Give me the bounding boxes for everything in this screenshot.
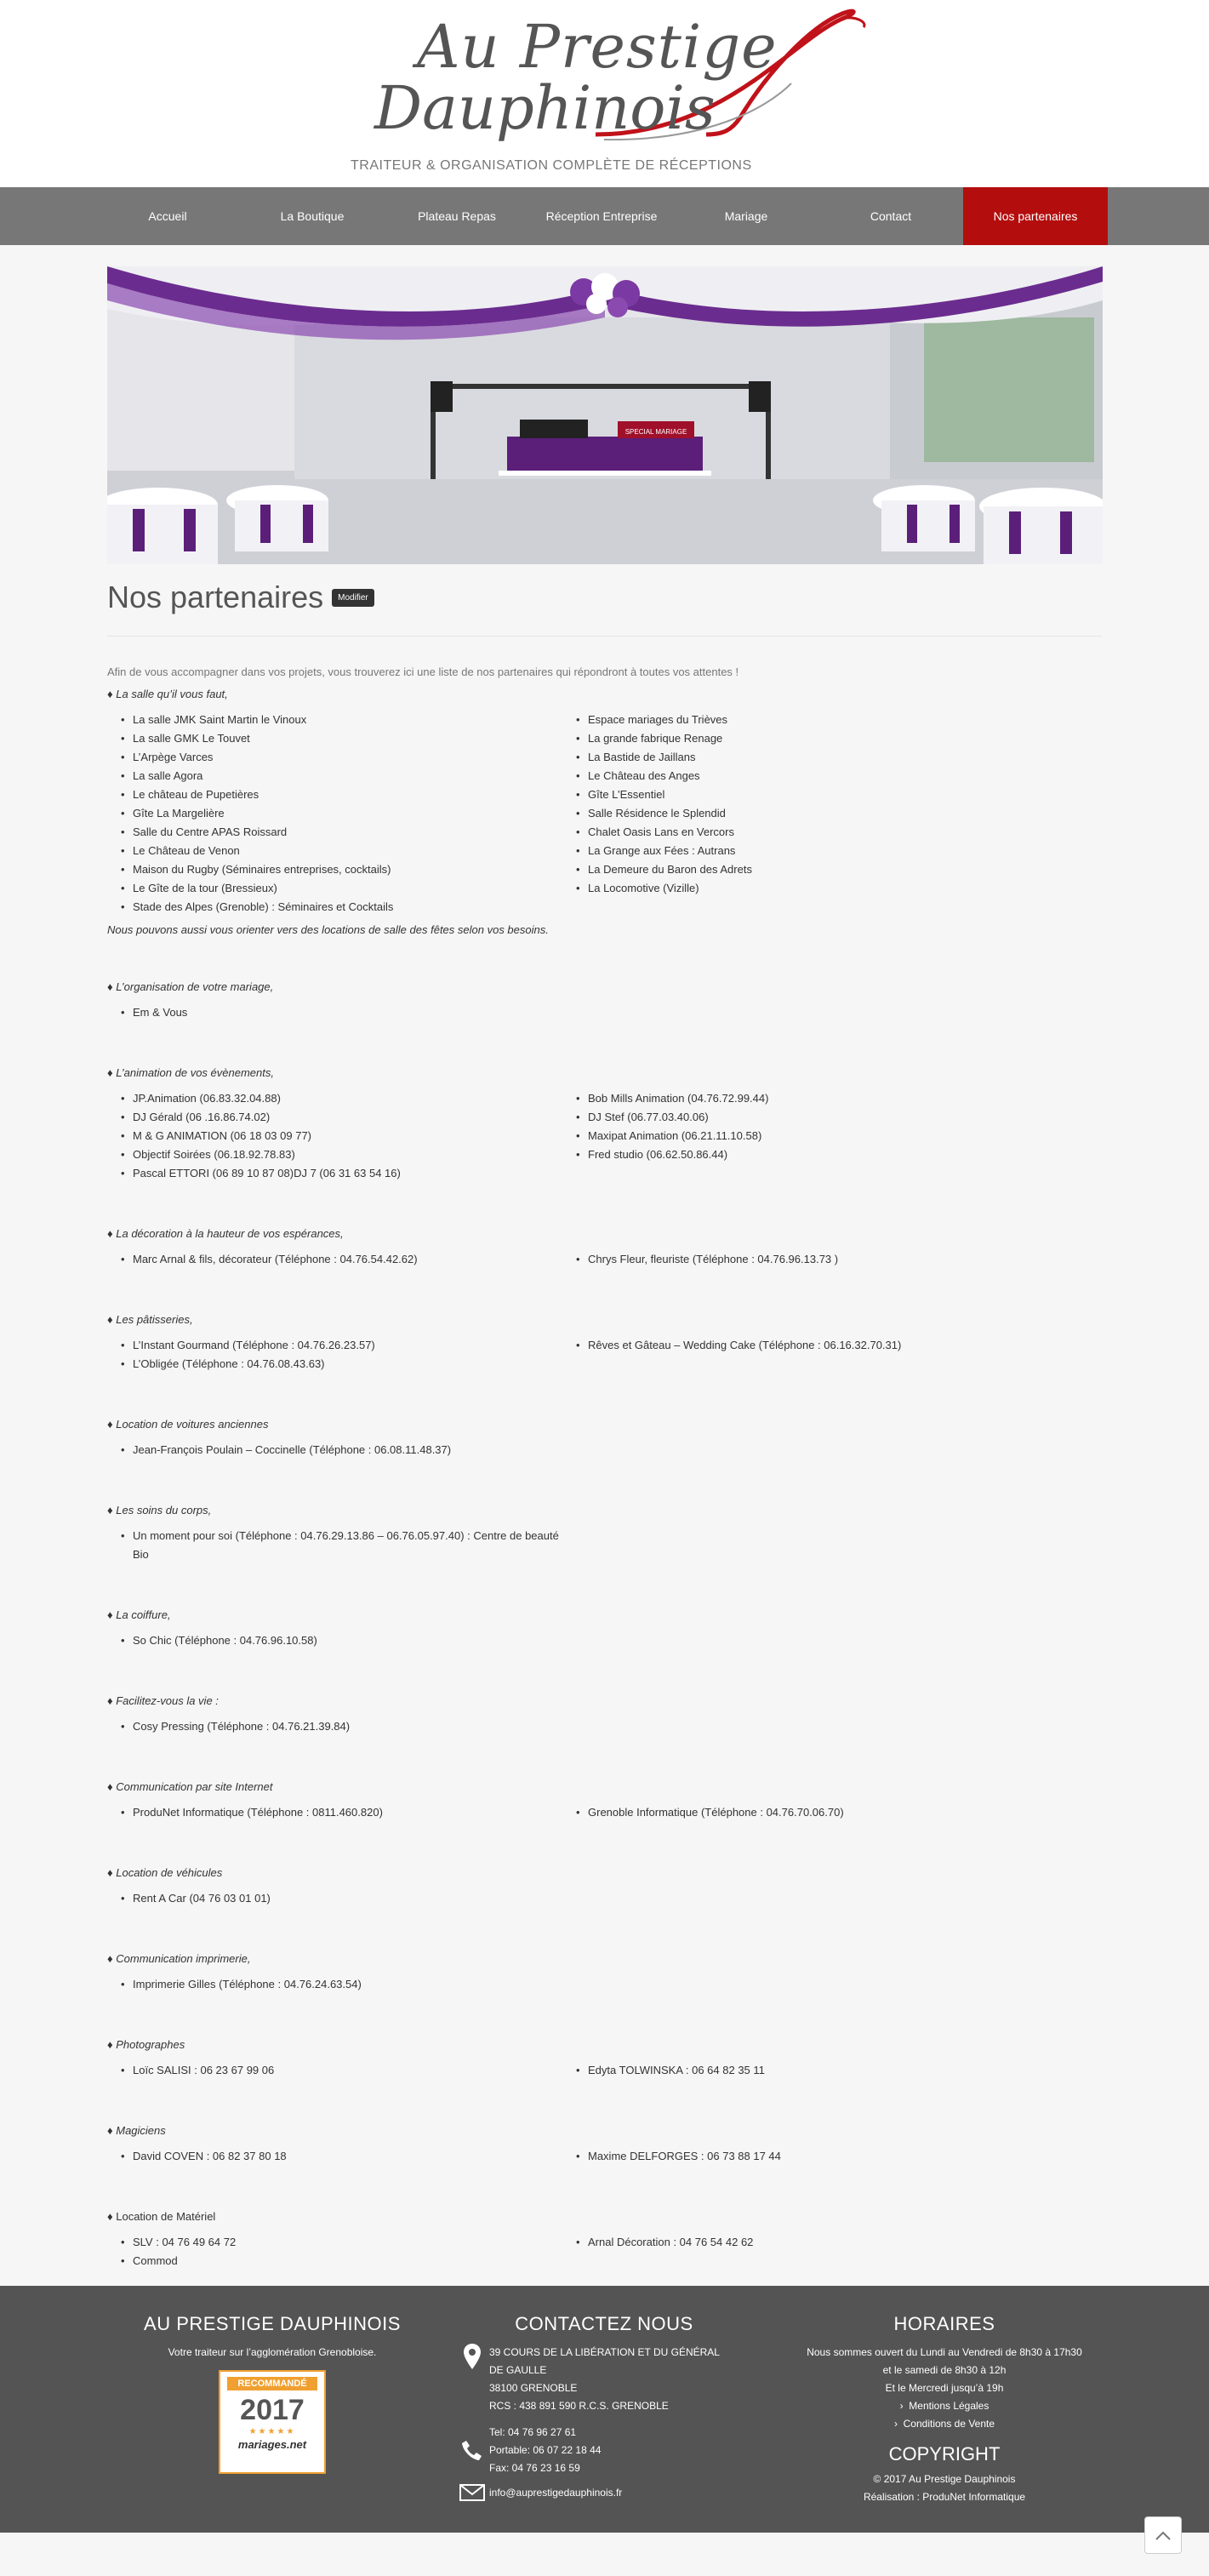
partner-section bbox=[107, 688, 1102, 936]
section-title: ♦ La salle qu’il vous faut, bbox=[107, 688, 228, 700]
partner-item: • David COVEN : 06 82 37 80 18 bbox=[121, 2147, 562, 2166]
phone-icon bbox=[455, 2424, 489, 2461]
dj-sign: SPECIAL MARIAGE bbox=[624, 428, 687, 436]
hours-line-1: Nous sommes ouvert du Lundi au Vendredi de 8h30 à 17h30 bbox=[807, 2346, 1082, 2358]
main-nav bbox=[0, 187, 1209, 245]
title-divider bbox=[107, 636, 1102, 637]
site-tagline: TRAITEUR & ORGANISATION COMPLÈTE DE RÉCEPTIONS bbox=[351, 158, 752, 173]
footer-contact bbox=[455, 2313, 753, 2502]
section-title: ♦ Photographes bbox=[107, 2038, 185, 2051]
hours-line-3: Et le Mercredi jusqu’à 19h bbox=[885, 2382, 1004, 2394]
partner-item: • Chrys Fleur, fleuriste (Téléphone : 04.76.96.13.73 ) bbox=[576, 1250, 1018, 1269]
partner-section bbox=[107, 1694, 1102, 1736]
legal-link[interactable]: › Mentions Légales bbox=[899, 2400, 989, 2412]
section-title: ♦ Location de véhicules bbox=[107, 1866, 223, 1879]
partner-section bbox=[107, 980, 1102, 1022]
footer-email-row bbox=[455, 2484, 753, 2502]
copyright-text: © 2017 Au Prestige Dauphinois bbox=[873, 2473, 1016, 2485]
partner-item: • Pascal ETTORI (06 89 10 87 08)DJ 7 (06 31 63 54 16) bbox=[121, 1164, 562, 1183]
partner-item: • Bob Mills Animation (04.76.72.99.44) bbox=[576, 1089, 1018, 1108]
partner-section bbox=[107, 1227, 1102, 1269]
address-line-1: 39 COURS DE LA LIBÉRATION ET DU GÉNÉRAL bbox=[489, 2346, 720, 2358]
footer-tel[interactable]: Tel: 04 76 96 27 61 bbox=[489, 2426, 577, 2438]
address-line-4: RCS : 438 891 590 R.C.S. GRENOBLE bbox=[489, 2400, 669, 2412]
partner-item: • Em & Vous bbox=[121, 1003, 562, 1022]
partner-item: • Rent A Car (04 76 03 01 01) bbox=[121, 1889, 562, 1908]
nav-item-contact[interactable]: Contact bbox=[870, 209, 912, 223]
logo-line-1: Au Prestige bbox=[417, 12, 778, 82]
footer-fax: Fax: 04 76 23 16 59 bbox=[489, 2462, 580, 2474]
section-title: ♦ Magiciens bbox=[107, 2124, 166, 2137]
site-footer bbox=[0, 2286, 1209, 2533]
partner-item: • L’Arpège Varces bbox=[121, 748, 562, 767]
partner-section bbox=[107, 2210, 1102, 2270]
page-title: Nos partenaires bbox=[107, 580, 324, 614]
partner-item: • Salle du Centre APAS Roissard bbox=[121, 823, 562, 842]
partner-item: • Maxime DELFORGES : 06 73 88 17 44 bbox=[576, 2147, 1018, 2166]
partner-item: • La Demeure du Baron des Adrets bbox=[576, 860, 1018, 879]
section-title: ♦ Les pâtisseries, bbox=[107, 1313, 193, 1326]
legal-link-label[interactable]: Mentions Légales bbox=[909, 2400, 989, 2412]
realisation-text[interactable]: Réalisation : ProduNet Informatique bbox=[863, 2491, 1026, 2503]
nav-item-reception-entreprise[interactable]: Réception Entreprise bbox=[545, 209, 658, 223]
partner-item: • Maison du Rugby (Séminaires entreprises, cocktails) bbox=[121, 860, 562, 879]
edit-button[interactable]: Modifier bbox=[332, 589, 374, 607]
partner-item: • Jean-François Poulain – Coccinelle (Téléphone : 06.08.11.48.37) bbox=[121, 1441, 562, 1459]
partner-item: • So Chic (Téléphone : 04.76.96.10.58) bbox=[121, 1631, 562, 1650]
footer-phones bbox=[455, 2424, 753, 2477]
intro-text: Afin de vous accompagner dans vos projets, vous trouverez ici une liste de nos partenaires qui répondront à toutes vos attentes ! bbox=[107, 665, 739, 678]
partner-item: • Le Château des Anges bbox=[576, 767, 1018, 785]
hours-line-2: et le samedi de 8h30 à 12h bbox=[882, 2364, 1007, 2376]
footer-about-title: AU PRESTIGE DAUPHINOIS bbox=[144, 2313, 401, 2334]
address-line-2: DE GAULLE bbox=[489, 2364, 547, 2376]
badge-stars-icon: ★★★★★ bbox=[248, 2427, 296, 2436]
section-title: ♦ Location de Matériel bbox=[107, 2210, 216, 2223]
partner-item: • La grande fabrique Renage bbox=[576, 729, 1018, 748]
partner-item: • Chalet Oasis Lans en Vercors bbox=[576, 823, 1018, 842]
scroll-to-top-button[interactable] bbox=[1144, 2516, 1182, 2554]
section-title: ♦ Location de voitures anciennes bbox=[107, 1418, 269, 1431]
partner-section bbox=[107, 1418, 1102, 1459]
partner-item: • Loïc SALISI : 06 23 67 99 06 bbox=[121, 2061, 562, 2080]
partner-item: • Arnal Décoration : 04 76 54 42 62 bbox=[576, 2233, 1018, 2252]
partner-item: • La salle GMK Le Touvet bbox=[121, 729, 562, 748]
partner-section bbox=[107, 1504, 1102, 1564]
partner-item: • La Grange aux Fées : Autrans bbox=[576, 842, 1018, 860]
section-title: ♦ L’animation de vos évènements, bbox=[107, 1066, 274, 1079]
partner-item: • Objectif Soirées (06.18.92.78.83) bbox=[121, 1145, 562, 1164]
partner-item: • Espace mariages du Trièves bbox=[576, 711, 1018, 729]
partner-section bbox=[107, 1866, 1102, 1908]
partner-item: • La Bastide de Jaillans bbox=[576, 748, 1018, 767]
partner-item: • Imprimerie Gilles (Téléphone : 04.76.24.63.54) bbox=[121, 1975, 562, 1994]
section-title: ♦ Facilitez-vous la vie : bbox=[107, 1694, 219, 1707]
mariages-net-badge[interactable] bbox=[219, 2370, 326, 2474]
partner-section bbox=[107, 1780, 1102, 1822]
footer-mobile[interactable]: Portable: 06 07 22 18 44 bbox=[489, 2444, 602, 2456]
nav-item-boutique[interactable]: La Boutique bbox=[280, 209, 345, 223]
mail-icon bbox=[455, 2484, 489, 2501]
partner-item: • Commod bbox=[121, 2252, 562, 2270]
section-title: ♦ La coiffure, bbox=[107, 1608, 171, 1621]
partner-item: • Le Gîte de la tour (Bressieux) bbox=[121, 879, 562, 898]
partner-item: • M & G ANIMATION (06 18 03 09 77) bbox=[121, 1127, 562, 1145]
partner-item: • JP.Animation (06.83.32.04.88) bbox=[121, 1089, 562, 1108]
cgv-link[interactable]: › Conditions de Vente bbox=[893, 2418, 995, 2430]
partner-item: • Cosy Pressing (Téléphone : 04.76.21.39.84) bbox=[121, 1717, 562, 1736]
partner-item: • Marc Arnal & fils, décorateur (Téléphone : 04.76.54.42.62) bbox=[121, 1250, 562, 1269]
section-title: ♦ Communication imprimerie, bbox=[107, 1952, 251, 1965]
partner-item: • Le château de Pupetières bbox=[121, 785, 562, 804]
partner-item: • L’Obligée (Téléphone : 04.76.08.43.63) bbox=[121, 1355, 562, 1374]
badge-brand: mariages.net bbox=[237, 2438, 307, 2451]
partner-section bbox=[107, 2124, 1102, 2166]
map-pin-icon bbox=[455, 2344, 489, 2369]
footer-about bbox=[128, 2313, 417, 2474]
bottom-band bbox=[0, 2533, 1209, 2576]
partner-section bbox=[107, 1313, 1102, 1374]
section-title: ♦ L’organisation de votre mariage, bbox=[107, 980, 274, 993]
footer-email[interactable]: info@auprestigedauphinois.fr bbox=[489, 2487, 623, 2499]
partner-section bbox=[107, 1066, 1102, 1183]
footer-address bbox=[455, 2344, 753, 2415]
partner-item: • Gîte L’Essentiel bbox=[576, 785, 1018, 804]
partner-item: • Un moment pour soi (Téléphone : 04.76.29.13.86 – 06.76.05.97.40) : Centre de beauté Bio bbox=[121, 1527, 562, 1564]
partner-item: • Maxipat Animation (06.21.11.10.58) bbox=[576, 1127, 1018, 1145]
partner-item: • Gîte La Margelière bbox=[121, 804, 562, 823]
copyright-title: COPYRIGHT bbox=[888, 2443, 1001, 2465]
partner-item: • Rêves et Gâteau – Wedding Cake (Téléphone : 06.16.32.70.31) bbox=[576, 1336, 1018, 1355]
nav-item-partenaires[interactable]: Nos partenaires bbox=[963, 187, 1108, 245]
partners-list bbox=[107, 688, 1102, 2270]
partner-item: • ProduNet Informatique (Téléphone : 0811.460.820) bbox=[121, 1803, 562, 1822]
address-line-3: 38100 GRENOBLE bbox=[489, 2382, 578, 2394]
site-header bbox=[0, 0, 1209, 187]
footer-contact-title: CONTACTEZ NOUS bbox=[515, 2313, 693, 2334]
page-title-row bbox=[107, 580, 1102, 615]
footer-about-text: Votre traiteur sur l’agglomération Grenobloise. bbox=[168, 2346, 377, 2358]
badge-label: RECOMMANDÉ bbox=[227, 2377, 317, 2390]
section-title: ♦ Communication par site Internet bbox=[107, 1780, 273, 1793]
logo-line-2: Dauphinois bbox=[374, 73, 716, 143]
partner-item: • La salle JMK Saint Martin le Vinoux bbox=[121, 711, 562, 729]
partner-item: • La Locomotive (Vizille) bbox=[576, 879, 1018, 898]
partner-item: • Fred studio (06.62.50.86.44) bbox=[576, 1145, 1018, 1164]
cgv-link-label[interactable]: Conditions de Vente bbox=[903, 2418, 995, 2430]
main-content bbox=[0, 266, 1209, 2270]
chevron-up-icon bbox=[1155, 2530, 1171, 2540]
partner-section bbox=[107, 2038, 1102, 2080]
badge-year: 2017 bbox=[240, 2394, 305, 2426]
nav-item-accueil[interactable]: Accueil bbox=[148, 209, 187, 223]
nav-item-plateau-repas[interactable]: Plateau Repas bbox=[418, 209, 496, 223]
site-logo[interactable] bbox=[366, 7, 876, 151]
partner-item: • SLV : 04 76 49 64 72 bbox=[121, 2233, 562, 2252]
partner-item: • L’Instant Gourmand (Téléphone : 04.76.26.23.57) bbox=[121, 1336, 562, 1355]
reception-hall-illustration bbox=[107, 266, 1103, 564]
footer-hours-title: HORAIRES bbox=[893, 2313, 995, 2334]
partner-section bbox=[107, 1608, 1102, 1650]
partner-item: • Salle Résidence le Splendid bbox=[576, 804, 1018, 823]
partner-item: • Edyta TOLWINSKA : 06 64 82 35 11 bbox=[576, 2061, 1018, 2080]
section-title: ♦ La décoration à la hauteur de vos espérances, bbox=[107, 1227, 344, 1240]
partner-item: • Le Château de Venon bbox=[121, 842, 562, 860]
nav-item-mariage[interactable]: Mariage bbox=[724, 209, 768, 223]
section-note: Nous pouvons aussi vous orienter vers des locations de salle des fêtes selon vos besoins. bbox=[107, 923, 549, 936]
partner-item: • DJ Stef (06.77.03.40.06) bbox=[576, 1108, 1018, 1127]
partner-item: • Stade des Alpes (Grenoble) : Séminaires et Cocktails bbox=[121, 898, 562, 917]
footer-hours bbox=[783, 2313, 1106, 2506]
partner-item: • DJ Gérald (06 .16.86.74.02) bbox=[121, 1108, 562, 1127]
partner-section bbox=[107, 1952, 1102, 1994]
section-title: ♦ Les soins du corps, bbox=[107, 1504, 212, 1516]
partner-item: • La salle Agora bbox=[121, 767, 562, 785]
hero-banner-image bbox=[107, 266, 1103, 564]
partner-item: • Grenoble Informatique (Téléphone : 04.76.70.06.70) bbox=[576, 1803, 1018, 1822]
